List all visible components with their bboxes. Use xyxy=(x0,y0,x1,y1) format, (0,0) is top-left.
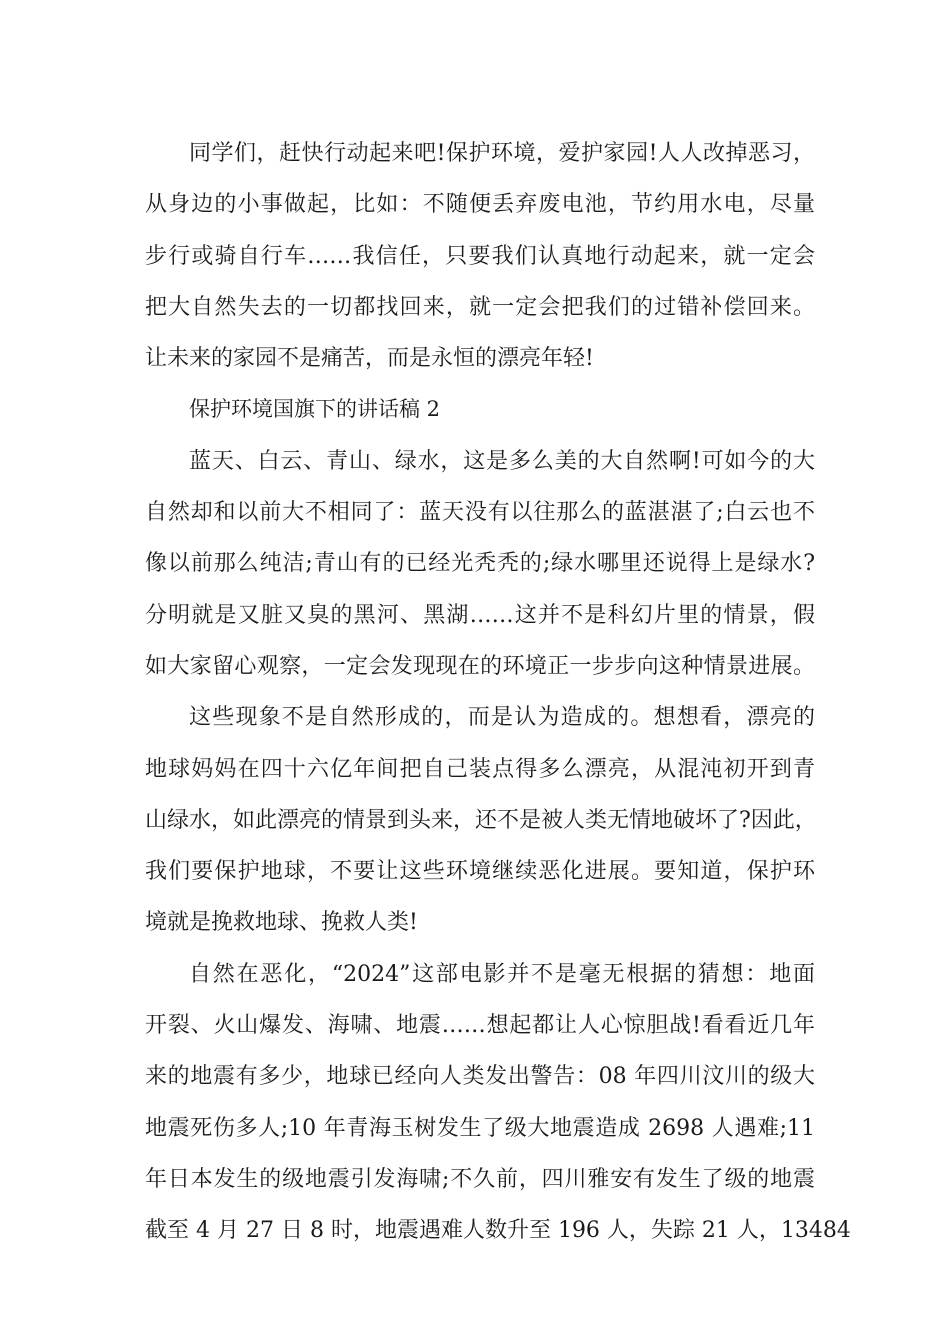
text-line: 自然在恶化，“2024”这部电影并不是毫无根据的猜想：地面 xyxy=(189,961,815,987)
text-line: 蓝天、白云、青山、绿水，这是多么美的大自然啊!可如今的大 xyxy=(189,448,815,474)
text-line: 地震死伤多人;10 年青海玉树发生了级大地震造成 2698 人遇难;11 xyxy=(145,1115,815,1141)
text-line: 步行或骑自行车……我信任，只要我们认真地行动起来，就一定会 xyxy=(145,243,815,269)
text-line: 我们要保护地球，不要让这些环境继续恶化进展。要知道，保护环 xyxy=(145,859,815,885)
text-line: 地球妈妈在四十六亿年间把自己装点得多么漂亮，从混沌初开到青 xyxy=(145,756,815,782)
text-line: 来的地震有多少，地球已经向人类发出警告：08 年四川汶川的级大 xyxy=(145,1064,815,1090)
heading-text: 保护环境国旗下的讲话稿 2 xyxy=(189,397,441,422)
paragraph-4 xyxy=(145,949,851,1257)
text-line: 如大家留心观察，一定会发现现在的环境正一步步向这种情景进展。 xyxy=(145,653,815,679)
text-line: 从身边的小事做起，比如：不随便丢弃废电池，节约用水电，尽量 xyxy=(145,192,815,218)
section-heading xyxy=(145,384,815,435)
text-line: 年日本发生的级地震引发海啸;不久前，四川雅安有发生了级的地震 xyxy=(145,1166,815,1192)
text-line: 开裂、火山爆发、海啸、地震……想起都让人心惊胆战!看看近几年 xyxy=(145,1013,815,1039)
text-line: 山绿水，如此漂亮的情景到头来，还不是被人类无情地破坏了?因此， xyxy=(145,807,817,833)
text-line: 自然却和以前大不相同了：蓝天没有以往那么的蓝湛湛了;白云也不 xyxy=(145,500,815,526)
text-line: 境就是挽救地球、挽救人类! xyxy=(145,910,418,936)
paragraph-3 xyxy=(145,692,815,948)
paragraph-1 xyxy=(145,128,815,384)
document-body xyxy=(145,128,851,1257)
text-line: 截至 4 月 27 日 8 时，地震遇难人数升至 196 人，失踪 21 人，13484 xyxy=(145,1218,851,1244)
paragraph-2 xyxy=(145,436,815,692)
text-line: 把大自然失去的一切都找回来，就一定会把我们的过错补偿回来。 xyxy=(145,294,815,320)
text-line: 像以前那么纯洁;青山有的已经光秃秃的;绿水哪里还说得上是绿水? xyxy=(145,551,815,577)
text-line: 同学们，赶快行动起来吧!保护环境，爱护家园!人人改掉恶习， xyxy=(189,141,815,166)
text-line: 分明就是又脏又臭的黑河、黑湖……这并不是科幻片里的情景，假 xyxy=(145,602,815,628)
text-line: 让未来的家园不是痛苦，而是永恒的漂亮年轻! xyxy=(145,346,594,372)
text-line: 这些现象不是自然形成的，而是认为造成的。想想看，漂亮的 xyxy=(189,705,815,731)
